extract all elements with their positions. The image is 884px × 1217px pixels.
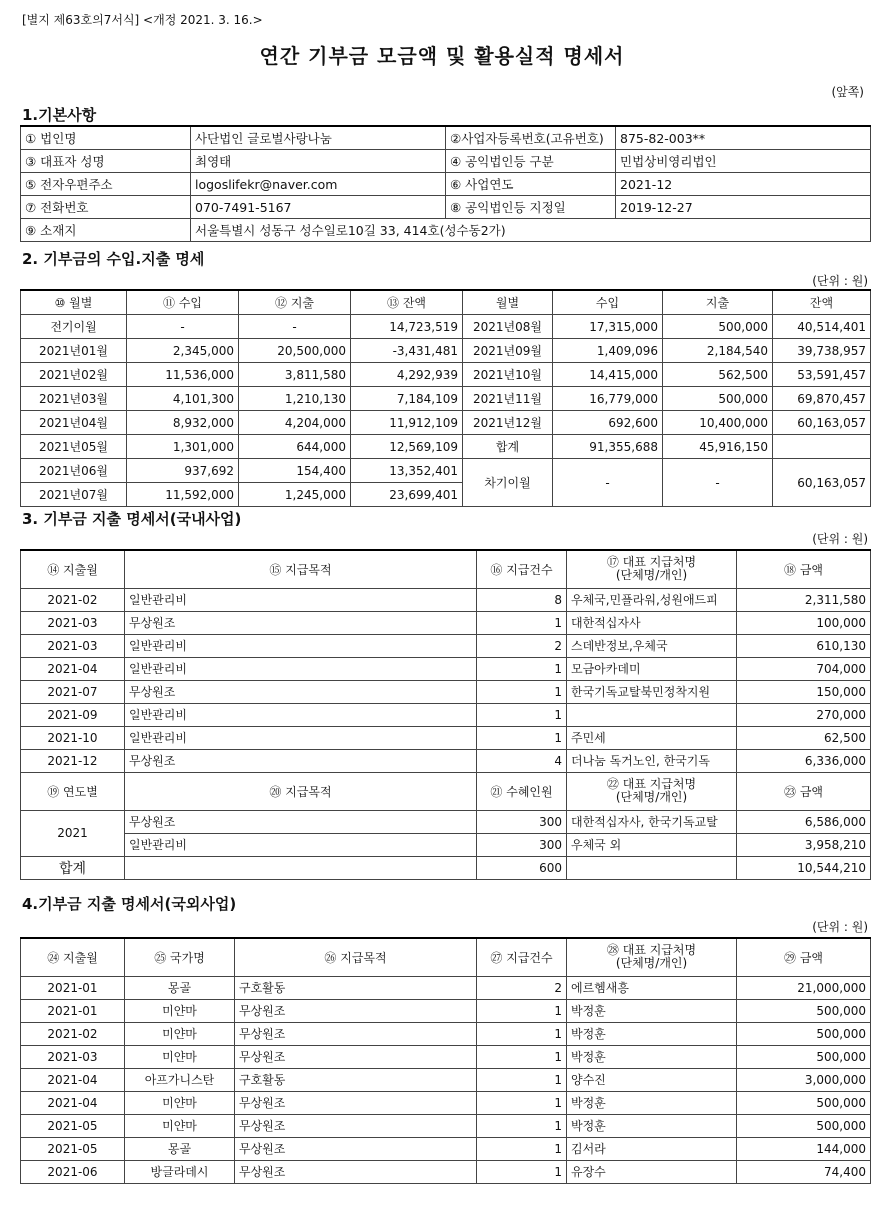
- table-row: [21, 703, 871, 726]
- field-label: ⑦ 전화번호: [21, 196, 191, 219]
- expense-cell: 3,811,580: [239, 363, 351, 387]
- country-cell: 미얀마: [125, 1114, 235, 1137]
- column-header: 지출: [663, 290, 773, 315]
- amount-cell: 270,000: [737, 703, 871, 726]
- month-cell: 2021년06월: [21, 459, 127, 483]
- income-cell: 4,101,300: [127, 387, 239, 411]
- amount-cell: 3,000,000: [737, 1068, 871, 1091]
- month-cell: 2021-03: [21, 1045, 125, 1068]
- column-header: 잔액: [773, 290, 871, 315]
- field-value: 최영태: [191, 150, 446, 173]
- recipient-cell: 양수진: [567, 1068, 737, 1091]
- purpose-cell: 무상원조: [235, 1045, 477, 1068]
- month-cell: 2021년12월: [463, 411, 553, 435]
- purpose-cell: 무상원조: [235, 1114, 477, 1137]
- table-row: [21, 315, 871, 339]
- month-cell: 2021-10: [21, 726, 125, 749]
- column-header-line2: (단체명/개인): [615, 568, 688, 583]
- header-row: [21, 772, 871, 810]
- column-header: 월별: [463, 290, 553, 315]
- count-cell: 4: [477, 749, 567, 772]
- table-row: [21, 1045, 871, 1068]
- month-cell: 2021년10월: [463, 363, 553, 387]
- country-cell: 몽골: [125, 976, 235, 999]
- balance-cell: 39,738,957: [773, 339, 871, 363]
- column-header: ㉔ 지출월: [21, 938, 125, 976]
- column-header: ⑭ 지출월: [21, 550, 125, 588]
- table-row: [21, 411, 871, 435]
- purpose-cell: 일반관리비: [125, 657, 477, 680]
- month-cell: 2021년11월: [463, 387, 553, 411]
- amount-cell: 2,311,580: [737, 588, 871, 611]
- unit-label: (단위 : 원): [812, 920, 868, 934]
- column-header: ㉕ 국가명: [125, 938, 235, 976]
- month-cell: 2021-04: [21, 1091, 125, 1114]
- amount-cell: 500,000: [737, 1045, 871, 1068]
- field-value: 2019-12-27: [616, 196, 871, 219]
- column-header-line1: ㉒ 대표 지급처명: [606, 777, 697, 791]
- month-cell: 2021-04: [21, 657, 125, 680]
- field-label: ③ 대표자 성명: [21, 150, 191, 173]
- expense-cell: 562,500: [663, 363, 773, 387]
- country-cell: 미얀마: [125, 1022, 235, 1045]
- section-2-title: 2. 기부금의 수입.지출 명세: [22, 250, 205, 268]
- table-row: [21, 196, 871, 219]
- domestic-expense-table: [20, 549, 871, 880]
- column-header: ⑯ 지급건수: [477, 550, 567, 588]
- table-row: [21, 1137, 871, 1160]
- balance-cell: 60,163,057: [773, 411, 871, 435]
- month-cell: 2021-05: [21, 1137, 125, 1160]
- table-row: [21, 459, 871, 483]
- column-header: [567, 550, 737, 588]
- column-header: ⑫ 지출: [239, 290, 351, 315]
- income-cell: 14,415,000: [553, 363, 663, 387]
- month-cell: 2021년03월: [21, 387, 127, 411]
- amount-cell: 500,000: [737, 1091, 871, 1114]
- table-row: [21, 833, 871, 856]
- unit-label: (단위 : 원): [812, 532, 868, 546]
- table-row: [21, 611, 871, 634]
- month-cell: 2021년02월: [21, 363, 127, 387]
- count-cell: 1: [477, 611, 567, 634]
- month-cell: 2021-06: [21, 1160, 125, 1183]
- recipient-cell: 박정훈: [567, 1045, 737, 1068]
- empty-cell: [125, 856, 477, 879]
- column-header: ⑩ 월별: [21, 290, 127, 315]
- recipient-cell: 우체국 외: [567, 833, 737, 856]
- count-cell: 1: [477, 703, 567, 726]
- expense-cell: 45,916,150: [663, 435, 773, 459]
- amount-cell: 150,000: [737, 680, 871, 703]
- purpose-cell: 일반관리비: [125, 634, 477, 657]
- month-cell: 2021년04월: [21, 411, 127, 435]
- amount-cell: 610,130: [737, 634, 871, 657]
- balance-cell: 14,723,519: [351, 315, 463, 339]
- table-row: [21, 1091, 871, 1114]
- balance-cell: -3,431,481: [351, 339, 463, 363]
- table-row: [21, 1068, 871, 1091]
- month-cell: 전기이월: [21, 315, 127, 339]
- count-cell: 1: [477, 999, 567, 1022]
- purpose-cell: 일반관리비: [125, 833, 477, 856]
- balance-cell: 40,514,401: [773, 315, 871, 339]
- purpose-cell: 일반관리비: [125, 726, 477, 749]
- unit-label: (단위 : 원): [812, 274, 868, 288]
- month-cell: 2021-09: [21, 703, 125, 726]
- amount-cell: 704,000: [737, 657, 871, 680]
- recipient-cell: 박정훈: [567, 1091, 737, 1114]
- amount-cell: 6,336,000: [737, 749, 871, 772]
- expense-cell: -: [239, 315, 351, 339]
- expense-cell: 1,210,130: [239, 387, 351, 411]
- table-row: [21, 634, 871, 657]
- count-cell: 1: [477, 1114, 567, 1137]
- purpose-cell: 무상원조: [125, 749, 477, 772]
- field-label: ⑨ 소재지: [21, 219, 191, 242]
- amount-cell: 500,000: [737, 1114, 871, 1137]
- expense-cell: 154,400: [239, 459, 351, 483]
- purpose-cell: 무상원조: [235, 1160, 477, 1183]
- amount-cell: 21,000,000: [737, 976, 871, 999]
- income-expense-table: [20, 289, 871, 507]
- table-row: [21, 150, 871, 173]
- month-cell: 2021년08월: [463, 315, 553, 339]
- column-header-line2: (단체명/개인): [615, 956, 688, 971]
- carry-income: -: [553, 459, 663, 507]
- recipient-cell: 더나눔 독거노인, 한국기독: [567, 749, 737, 772]
- expense-cell: 500,000: [663, 387, 773, 411]
- amount-cell: 144,000: [737, 1137, 871, 1160]
- income-cell: 1,301,000: [127, 435, 239, 459]
- document-title: 연간 기부금 모금액 및 활용실적 명세서: [259, 44, 625, 68]
- beneficiary-count-cell: 300: [477, 810, 567, 833]
- header-row: [21, 550, 871, 588]
- month-cell: 2021-01: [21, 999, 125, 1022]
- income-cell: 11,536,000: [127, 363, 239, 387]
- balance-cell: 4,292,939: [351, 363, 463, 387]
- recipient-cell: 박정훈: [567, 1022, 737, 1045]
- month-cell: 2021-05: [21, 1114, 125, 1137]
- income-cell: 17,315,000: [553, 315, 663, 339]
- count-cell: 1: [477, 1091, 567, 1114]
- column-header: ⑳ 지급목적: [125, 772, 477, 810]
- field-value: 875-82-003**: [616, 126, 871, 150]
- table-row: [21, 1022, 871, 1045]
- month-cell: 합계: [463, 435, 553, 459]
- purpose-cell: 무상원조: [125, 611, 477, 634]
- purpose-cell: 무상원조: [235, 1137, 477, 1160]
- field-value: 사단법인 글로벌사랑나눔: [191, 126, 446, 150]
- expense-cell: 20,500,000: [239, 339, 351, 363]
- purpose-cell: 구호활동: [235, 1068, 477, 1091]
- basic-info-table: [20, 125, 871, 242]
- country-cell: 아프가니스탄: [125, 1068, 235, 1091]
- column-header: ㉑ 수혜인원: [477, 772, 567, 810]
- section-4-title: 4.기부금 지출 명세서(국외사업): [22, 895, 237, 913]
- purpose-cell: 무상원조: [125, 680, 477, 703]
- country-cell: 미얀마: [125, 999, 235, 1022]
- income-cell: 2,345,000: [127, 339, 239, 363]
- field-label: ⑤ 전자우편주소: [21, 173, 191, 196]
- field-value: logoslifekr@naver.com: [191, 173, 446, 196]
- month-cell: 2021-03: [21, 611, 125, 634]
- table-row: [21, 588, 871, 611]
- section-3-title: 3. 기부금 지출 명세서(국내사업): [22, 510, 242, 528]
- field-value: 민법상비영리법인: [616, 150, 871, 173]
- header-row: [21, 938, 871, 976]
- field-value: 070-7491-5167: [191, 196, 446, 219]
- purpose-cell: 일반관리비: [125, 588, 477, 611]
- balance-cell: 7,184,109: [351, 387, 463, 411]
- income-cell: 16,779,000: [553, 387, 663, 411]
- expense-cell: 10,400,000: [663, 411, 773, 435]
- table-row: [21, 387, 871, 411]
- overseas-expense-table: [20, 937, 871, 1184]
- income-cell: 692,600: [553, 411, 663, 435]
- recipient-cell: 대한적십자사: [567, 611, 737, 634]
- count-cell: 1: [477, 680, 567, 703]
- amount-cell: 6,586,000: [737, 810, 871, 833]
- month-cell: 2021-02: [21, 1022, 125, 1045]
- empty-cell: [567, 856, 737, 879]
- total-label: 합계: [21, 856, 125, 879]
- column-header: ㉙ 금액: [737, 938, 871, 976]
- count-cell: 1: [477, 1022, 567, 1045]
- count-cell: 1: [477, 1068, 567, 1091]
- carry-balance: 60,163,057: [773, 459, 871, 507]
- beneficiary-count-cell: 300: [477, 833, 567, 856]
- count-cell: 1: [477, 657, 567, 680]
- count-cell: 2: [477, 634, 567, 657]
- purpose-cell: 일반관리비: [125, 703, 477, 726]
- column-header: 수입: [553, 290, 663, 315]
- field-label: ④ 공익법인등 구분: [446, 150, 616, 173]
- table-row: [21, 363, 871, 387]
- purpose-cell: 무상원조: [235, 999, 477, 1022]
- count-cell: 1: [477, 1137, 567, 1160]
- column-header: ⑮ 지급목적: [125, 550, 477, 588]
- recipient-cell: 우체국,민플라워,성원애드피: [567, 588, 737, 611]
- income-cell: 1,409,096: [553, 339, 663, 363]
- table-row: [21, 726, 871, 749]
- month-cell: 2021년05월: [21, 435, 127, 459]
- count-cell: 1: [477, 1160, 567, 1183]
- recipient-cell: [567, 703, 737, 726]
- table-row: [21, 657, 871, 680]
- amount-cell: 500,000: [737, 1022, 871, 1045]
- front-page-label: (앞쪽): [831, 85, 864, 99]
- month-cell: 2021년01월: [21, 339, 127, 363]
- balance-cell: 13,352,401: [351, 459, 463, 483]
- balance-cell: 23,699,401: [351, 483, 463, 507]
- field-label: ⑥ 사업연도: [446, 173, 616, 196]
- expense-cell: 1,245,000: [239, 483, 351, 507]
- column-header: [567, 938, 737, 976]
- column-header: ⑪ 수입: [127, 290, 239, 315]
- month-cell: 2021-07: [21, 680, 125, 703]
- purpose-cell: 무상원조: [235, 1022, 477, 1045]
- column-header: ㉗ 지급건수: [477, 938, 567, 976]
- country-cell: 미얀마: [125, 1045, 235, 1068]
- recipient-cell: 스데반정보,우체국: [567, 634, 737, 657]
- table-row: [21, 126, 871, 150]
- income-cell: 11,592,000: [127, 483, 239, 507]
- column-header: ⑱ 금액: [737, 550, 871, 588]
- month-cell: 2021년07월: [21, 483, 127, 507]
- recipient-cell: 주민세: [567, 726, 737, 749]
- recipient-cell: 모금아카데미: [567, 657, 737, 680]
- expense-cell: 500,000: [663, 315, 773, 339]
- count-cell: 8: [477, 588, 567, 611]
- table-row: [21, 680, 871, 703]
- table-row: [21, 435, 871, 459]
- column-header-line1: ㉘ 대표 지급처명: [606, 943, 697, 958]
- amount-cell: 100,000: [737, 611, 871, 634]
- country-cell: 몽골: [125, 1137, 235, 1160]
- table-row: [21, 219, 871, 242]
- country-cell: 방글라데시: [125, 1160, 235, 1183]
- month-cell: 2021-12: [21, 749, 125, 772]
- expense-cell: 4,204,000: [239, 411, 351, 435]
- month-cell: 2021-01: [21, 976, 125, 999]
- amount-cell: 500,000: [737, 999, 871, 1022]
- balance-cell: 69,870,457: [773, 387, 871, 411]
- income-cell: 937,692: [127, 459, 239, 483]
- table-row: [21, 976, 871, 999]
- amount-cell: 62,500: [737, 726, 871, 749]
- balance-cell: [773, 435, 871, 459]
- field-label: ① 법인명: [21, 126, 191, 150]
- month-cell: 2021-04: [21, 1068, 125, 1091]
- field-value: 서울특별시 성동구 성수일로10길 33, 414호(성수동2가): [191, 219, 871, 242]
- balance-cell: 11,912,109: [351, 411, 463, 435]
- table-row: [21, 1160, 871, 1183]
- purpose-cell: 무상원조: [235, 1091, 477, 1114]
- table-row: [21, 173, 871, 196]
- year-cell: 2021: [21, 810, 125, 856]
- column-header: ㉓ 금액: [737, 772, 871, 810]
- carry-expense: -: [663, 459, 773, 507]
- recipient-cell: 대한적십자사, 한국기독교탈: [567, 810, 737, 833]
- count-cell: 2: [477, 976, 567, 999]
- column-header-line1: ⑰ 대표 지급처명: [606, 555, 697, 570]
- table-row: [21, 749, 871, 772]
- amount-cell: 74,400: [737, 1160, 871, 1183]
- recipient-cell: 김서라: [567, 1137, 737, 1160]
- count-cell: 1: [477, 1045, 567, 1068]
- field-label: ②사업자등록번호(고유번호): [446, 126, 616, 150]
- column-header: ⑲ 연도별: [21, 772, 125, 810]
- recipient-cell: 한국기독교탈북민정착지원: [567, 680, 737, 703]
- total-amount: 10,544,210: [737, 856, 871, 879]
- count-cell: 1: [477, 726, 567, 749]
- expense-cell: 644,000: [239, 435, 351, 459]
- expense-cell: 2,184,540: [663, 339, 773, 363]
- month-cell: 2021년09월: [463, 339, 553, 363]
- recipient-cell: 박정훈: [567, 1114, 737, 1137]
- income-cell: 91,355,688: [553, 435, 663, 459]
- purpose-cell: 구호활동: [235, 976, 477, 999]
- recipient-cell: 유장수: [567, 1160, 737, 1183]
- field-label: ⑧ 공익법인등 지정일: [446, 196, 616, 219]
- table-row: [21, 999, 871, 1022]
- amount-cell: 3,958,210: [737, 833, 871, 856]
- section-1-title: 1.기본사항: [22, 106, 97, 124]
- column-header: ㉖ 지급목적: [235, 938, 477, 976]
- total-row: [21, 856, 871, 879]
- recipient-cell: 박정훈: [567, 999, 737, 1022]
- column-header-line2: (단체명/개인): [615, 790, 688, 804]
- recipient-cell: 에르헴새흥: [567, 976, 737, 999]
- carry-forward-label: 차기이월: [463, 459, 553, 507]
- purpose-cell: 무상원조: [125, 810, 477, 833]
- balance-cell: 12,569,109: [351, 435, 463, 459]
- column-header: ⑬ 잔액: [351, 290, 463, 315]
- table-row: [21, 339, 871, 363]
- form-identifier: [별지 제63호의7서식] <개정 2021. 3. 16.>: [22, 13, 263, 27]
- total-count: 600: [477, 856, 567, 879]
- country-cell: 미얀마: [125, 1091, 235, 1114]
- month-cell: 2021-02: [21, 588, 125, 611]
- field-value: 2021-12: [616, 173, 871, 196]
- month-cell: 2021-03: [21, 634, 125, 657]
- income-cell: 8,932,000: [127, 411, 239, 435]
- income-cell: -: [127, 315, 239, 339]
- balance-cell: 53,591,457: [773, 363, 871, 387]
- table-row: [21, 1114, 871, 1137]
- table-row: [21, 810, 871, 833]
- column-header: [567, 772, 737, 810]
